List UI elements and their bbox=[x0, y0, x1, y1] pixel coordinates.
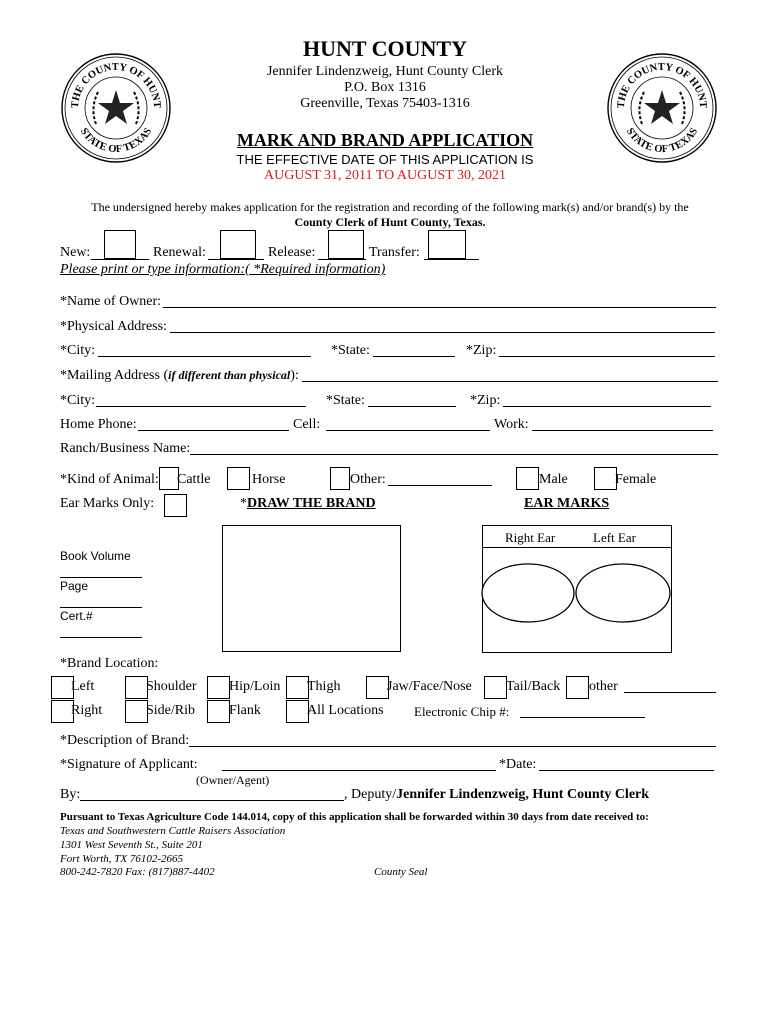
county-seal-right bbox=[606, 52, 718, 164]
description-label: *Description of Brand: bbox=[60, 733, 190, 748]
signature-field[interactable] bbox=[222, 770, 496, 771]
date-label: *Date: bbox=[499, 757, 537, 772]
hip-loin-checkbox[interactable] bbox=[207, 676, 230, 699]
seal-bottom-text: STATE OF TEXAS bbox=[623, 126, 701, 156]
mailing-note: if different than physical bbox=[168, 368, 291, 382]
thigh-checkbox[interactable] bbox=[286, 676, 309, 699]
left-label: Left bbox=[71, 679, 95, 694]
association-street: 1301 West Seventh St., Suite 201 bbox=[60, 839, 203, 851]
effective-date-line: THE EFFECTIVE DATE OF THIS APPLICATION IS bbox=[236, 152, 534, 167]
side-rib-label: Side/Rib bbox=[146, 703, 196, 718]
left-ear-shape[interactable] bbox=[576, 564, 670, 622]
ear-diagram bbox=[480, 562, 674, 624]
renewal-checkbox[interactable] bbox=[220, 230, 256, 259]
animal-label: *Kind of Animal: bbox=[60, 472, 159, 487]
shoulder-label: Shoulder bbox=[146, 679, 197, 694]
home-phone-field[interactable] bbox=[138, 430, 289, 431]
po-box: P.O. Box 1316 bbox=[344, 80, 426, 95]
owner-field[interactable] bbox=[163, 307, 716, 308]
ranch-label: Ranch/Business Name: bbox=[60, 441, 191, 456]
deputy-label: , Deputy/ bbox=[344, 787, 397, 802]
owner-label: *Name of Owner: bbox=[60, 294, 162, 309]
mailing-city-field[interactable] bbox=[96, 406, 306, 407]
by-field[interactable] bbox=[80, 800, 344, 801]
ear-marks-only-label: Ear Marks Only: bbox=[60, 496, 155, 511]
association-city: Fort Worth, TX 76102-2665 bbox=[60, 853, 184, 865]
association-phone: 800-242-7820 Fax: (817)887-4402 bbox=[60, 866, 215, 878]
new-checkbox[interactable] bbox=[104, 230, 136, 259]
draw-brand-box[interactable] bbox=[222, 525, 401, 652]
physical-address-label: *Physical Address: bbox=[60, 319, 167, 334]
seal-top-text: THE COUNTY OF HUNT bbox=[615, 61, 709, 109]
renewal-label: Renewal: bbox=[153, 245, 206, 260]
new-label: New: bbox=[60, 245, 91, 260]
county-seal-label: County Seal bbox=[374, 866, 428, 878]
mailing-city-label: *City: bbox=[60, 393, 96, 408]
brand-location-label: *Brand Location: bbox=[60, 656, 159, 671]
association-name: Texas and Southwestern Cattle Raisers Association bbox=[60, 825, 286, 837]
mailing-state-field[interactable] bbox=[368, 406, 456, 407]
form-title: MARK AND BRAND APPLICATION bbox=[236, 130, 534, 150]
mailing-state-label: *State: bbox=[326, 393, 365, 408]
shoulder-checkbox[interactable] bbox=[125, 676, 148, 699]
other-animal-label: Other: bbox=[350, 472, 386, 487]
mailing-zip-field[interactable] bbox=[503, 406, 711, 407]
thigh-label: Thigh bbox=[307, 679, 341, 694]
work-label: Work: bbox=[494, 417, 529, 432]
draw-brand-heading: DRAW THE BRAND bbox=[247, 496, 376, 511]
other-location-field[interactable] bbox=[624, 692, 716, 693]
cattle-label: Cattle bbox=[177, 472, 211, 487]
horse-label: Horse bbox=[252, 472, 286, 487]
owner-agent-note: (Owner/Agent) bbox=[196, 773, 270, 787]
signature-label: *Signature of Applicant: bbox=[60, 757, 198, 772]
electronic-chip-label: Electronic Chip #: bbox=[414, 704, 510, 719]
mailing-address-field[interactable] bbox=[302, 381, 718, 382]
other-location-label: other bbox=[589, 679, 618, 694]
all-locations-checkbox[interactable] bbox=[286, 700, 309, 723]
other-location-checkbox[interactable] bbox=[566, 676, 589, 699]
page-field[interactable] bbox=[60, 607, 142, 608]
horse-checkbox[interactable] bbox=[227, 467, 250, 490]
date-field[interactable] bbox=[539, 770, 714, 771]
state-label: *State: bbox=[331, 343, 370, 358]
flank-checkbox[interactable] bbox=[207, 700, 230, 723]
cell-field[interactable] bbox=[326, 430, 490, 431]
jaw-face-nose-checkbox[interactable] bbox=[366, 676, 389, 699]
city-field[interactable] bbox=[98, 356, 311, 357]
city-label: *City: bbox=[60, 343, 96, 358]
jaw-face-nose-label: Jaw/Face/Nose bbox=[387, 679, 472, 694]
female-label: Female bbox=[615, 472, 657, 487]
svg-text:STATE OF TEXAS bbox=[624, 126, 700, 155]
book-volume-field[interactable] bbox=[60, 577, 142, 578]
all-locations-label: All Locations bbox=[307, 703, 384, 718]
book-volume-label: Book Volume bbox=[60, 549, 131, 563]
description-field[interactable] bbox=[189, 746, 716, 747]
seal-bottom-text: STATE OF TEXAS bbox=[77, 126, 155, 156]
transfer-label: Transfer: bbox=[369, 245, 420, 260]
zip-label: *Zip: bbox=[466, 343, 497, 358]
svg-text:STATE OF TEXAS bbox=[78, 126, 154, 155]
deputy-name: Jennifer Lindenzweig, Hunt County Clerk bbox=[396, 787, 650, 802]
release-checkbox[interactable] bbox=[328, 230, 364, 259]
cert-label: Cert.# bbox=[60, 609, 93, 623]
city-line: Greenville, Texas 75403-1316 bbox=[300, 96, 470, 111]
release-label: Release: bbox=[268, 245, 316, 260]
cattle-checkbox[interactable] bbox=[159, 467, 179, 490]
female-checkbox[interactable] bbox=[594, 467, 617, 490]
by-label: By: bbox=[60, 787, 81, 802]
mailing-label-end: ): bbox=[290, 368, 299, 383]
intro-line-1: The undersigned hereby makes application for the registration and recording of the following mark(s) and/or brand(s) by the bbox=[91, 200, 689, 214]
flank-label: Flank bbox=[229, 703, 261, 718]
seal-top-text: THE COUNTY OF HUNT bbox=[69, 61, 163, 109]
physical-address-field[interactable] bbox=[170, 332, 715, 333]
hip-loin-label: Hip/Loin bbox=[229, 679, 281, 694]
cert-field[interactable] bbox=[60, 637, 142, 638]
male-checkbox[interactable] bbox=[516, 467, 539, 490]
right-ear-shape[interactable] bbox=[482, 564, 574, 622]
male-label: Male bbox=[539, 472, 568, 487]
left-ear-label: Left Ear bbox=[593, 530, 636, 545]
right-label: Right bbox=[71, 703, 103, 718]
ear-marks-heading: EAR MARKS bbox=[524, 496, 610, 511]
cell-label: Cell: bbox=[293, 417, 321, 432]
mailing-label: *Mailing Address ( bbox=[60, 368, 169, 383]
right-ear-label: Right Ear bbox=[505, 530, 556, 545]
zip-field[interactable] bbox=[499, 356, 715, 357]
draw-brand-asterisk: * bbox=[240, 496, 247, 511]
mailing-zip-label: *Zip: bbox=[470, 393, 501, 408]
side-rib-checkbox[interactable] bbox=[125, 700, 148, 723]
electronic-chip-field[interactable] bbox=[520, 717, 645, 718]
instructions: Please print or type information:( *Required information) bbox=[60, 262, 386, 277]
transfer-checkbox[interactable] bbox=[428, 230, 466, 259]
clerk-line: Jennifer Lindenzweig, Hunt County Clerk bbox=[266, 64, 503, 79]
tail-back-label: Tail/Back bbox=[506, 679, 561, 694]
intro-line-2: County Clerk of Hunt County, Texas bbox=[294, 215, 483, 229]
state-field[interactable] bbox=[373, 356, 455, 357]
ear-marks-only-checkbox[interactable] bbox=[164, 494, 187, 517]
page-label: Page bbox=[60, 579, 89, 593]
work-field[interactable] bbox=[532, 430, 713, 431]
pursuant-note: Pursuant to Texas Agriculture Code 144.014, copy of this application shall be forwarded within 30 days from date received to: bbox=[60, 811, 649, 823]
date-range: AUGUST 31, 2011 TO AUGUST 30, 2021 bbox=[264, 168, 506, 183]
other-animal-checkbox[interactable] bbox=[330, 467, 350, 490]
county-title: HUNT COUNTY bbox=[302, 36, 467, 61]
ranch-field[interactable] bbox=[190, 454, 718, 455]
other-animal-field[interactable] bbox=[388, 485, 492, 486]
tail-back-checkbox[interactable] bbox=[484, 676, 507, 699]
home-phone-label: Home Phone: bbox=[60, 417, 137, 432]
county-seal-left bbox=[60, 52, 172, 164]
